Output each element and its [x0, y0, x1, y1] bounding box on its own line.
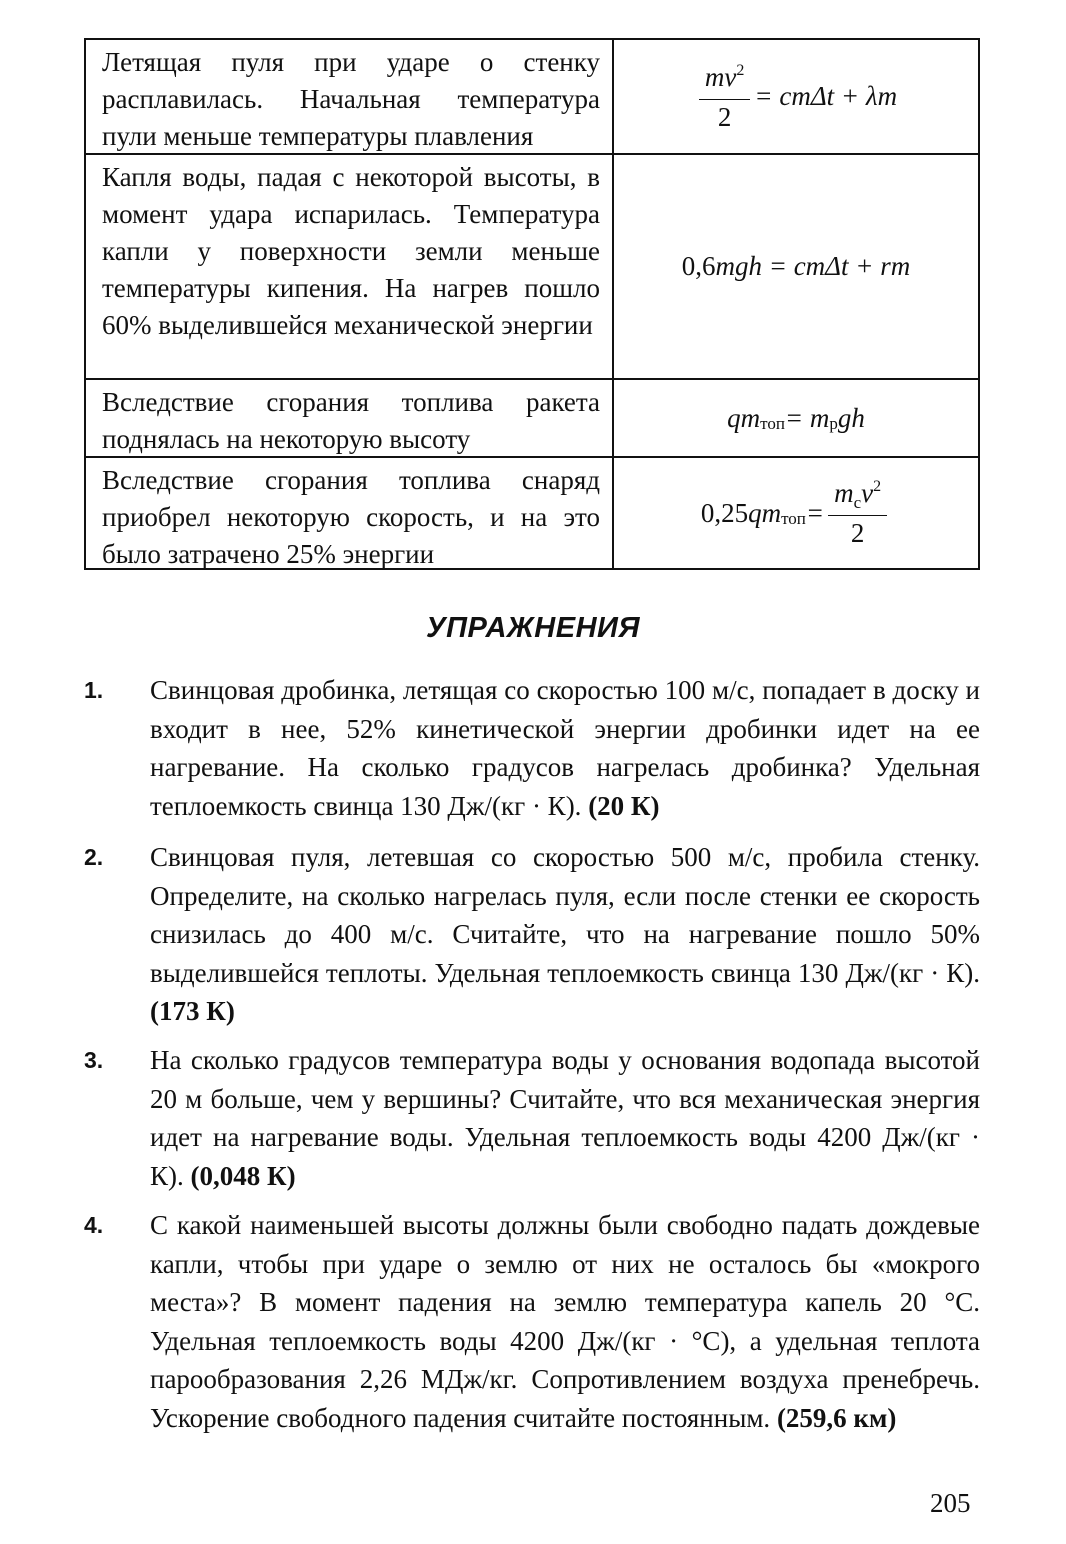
formula-text: mv — [704, 61, 737, 92]
formula-text: = cmΔt + λm — [754, 81, 898, 111]
exercise-body: Свинцовая дробинка, летящая со скоростью 100 м/с, попадает в доску и входит в нее, 52% кинетической энергии дробинки идет на ее нагревание. На сколько градусов нагрелась дробинка? Удельная теплоемкость свинца 130 Дж/(кг · К). — [150, 675, 980, 821]
fraction — [699, 60, 750, 134]
exercise-body: Свинцовая пуля, летевшая со скоростью 500 м/с, пробила стенку. Определите, на сколько нагрелась пуля, если после стенки ее скорость снизилась до 400 м/с. Считайте, что на нагревание пошло 50% выделившейся теплоты. Удельная теплоемкость свинца 130 Дж/(кг · К). — [150, 842, 980, 988]
table-row — [86, 378, 978, 456]
formula-subscript: p — [829, 414, 838, 433]
formula-text: 2 — [850, 518, 865, 548]
formula-text: 0,6 — [681, 251, 716, 281]
exercise-number: 4. — [84, 1212, 104, 1238]
exercise-body: С какой наименьшей высоты должны были свободно падать дождевые капли, чтобы при ударе о землю от них не осталось бы «мокрого места»? В момент падения на землю температура капель 20 °С. Удельная теплоемкость воды 4200 Дж/(кг · °С), а удельная теплота парообразования 2,26 МДж/кг. Сопротивлением воздуха пренебречь. Ускорение свободного падения считайте постоянным. — [150, 1210, 980, 1433]
table-cell-description: Вследствие сгорания топлива снаряд приобрел некоторую скорость, и на это было затрачено 25% энергии — [86, 458, 614, 568]
table-row — [86, 456, 978, 568]
table-row — [86, 40, 978, 153]
table-cell-formula — [614, 155, 978, 378]
energy-table — [84, 38, 980, 570]
formula-text: m — [834, 478, 854, 508]
table-cell-formula — [614, 380, 978, 456]
formula-text: v — [861, 478, 874, 508]
exercise-answer: (259,6 км) — [776, 1402, 897, 1433]
table-row — [86, 153, 978, 378]
formula-text: = — [805, 497, 825, 528]
exercise-body: На сколько градусов температура воды у основания водопада высотой 20 м больше, чем у вершины? Считайте, что вся механическая энергия идет на нагревание воды. Удельная теплоемкость воды 4200 Дж/(кг · К). — [150, 1045, 980, 1191]
formula-subscript: топ — [781, 509, 806, 528]
formula-text: qm — [727, 402, 761, 433]
formula-text: 0,25 — [700, 497, 749, 528]
formula-text: 2 — [717, 101, 732, 132]
exercise-number: 2. — [84, 844, 104, 870]
table-cell-description: Летящая пуля при ударе о стенку расплавилась. Начальная температура пули меньше температуры плавления — [86, 40, 614, 153]
exercise-number: 3. — [84, 1047, 104, 1073]
formula-subscript: топ — [760, 414, 785, 433]
formula-exponent: 2 — [873, 478, 882, 495]
exercise-number: 1. — [84, 677, 104, 703]
formula-subscript: c — [853, 493, 862, 512]
exercise-text — [150, 1206, 980, 1437]
formula-text: qm — [748, 497, 782, 528]
exercise-answer: (173 К) — [150, 996, 235, 1026]
exercise-answer: (0,048 К) — [190, 1160, 296, 1191]
table-cell-formula — [614, 458, 978, 568]
page-number: 205 — [930, 1488, 971, 1518]
formula-text: mgh = cmΔt + rm — [715, 251, 911, 281]
table-cell-formula — [614, 40, 978, 153]
table-cell-description: Вследствие сгорания топлива ракета поднялась на некоторую высоту — [86, 380, 614, 456]
section-heading: УПРАЖНЕНИЯ — [425, 612, 641, 644]
formula-text: gh — [837, 402, 865, 433]
table-cell-description: Капля воды, падая с некоторой высоты, в момент удара испарилась. Температура капли у поверхности земли меньше температуры кипения. На нагрев пошло 60% выделившейся механической энергии — [86, 155, 614, 378]
exercise-text — [150, 671, 980, 825]
fraction — [828, 476, 887, 550]
exercise-text — [150, 1041, 980, 1195]
exercise-text — [150, 838, 980, 1031]
formula-exponent: 2 — [736, 61, 745, 79]
formula-text: = m — [784, 402, 830, 433]
exercise-answer: (20 К) — [588, 790, 660, 821]
